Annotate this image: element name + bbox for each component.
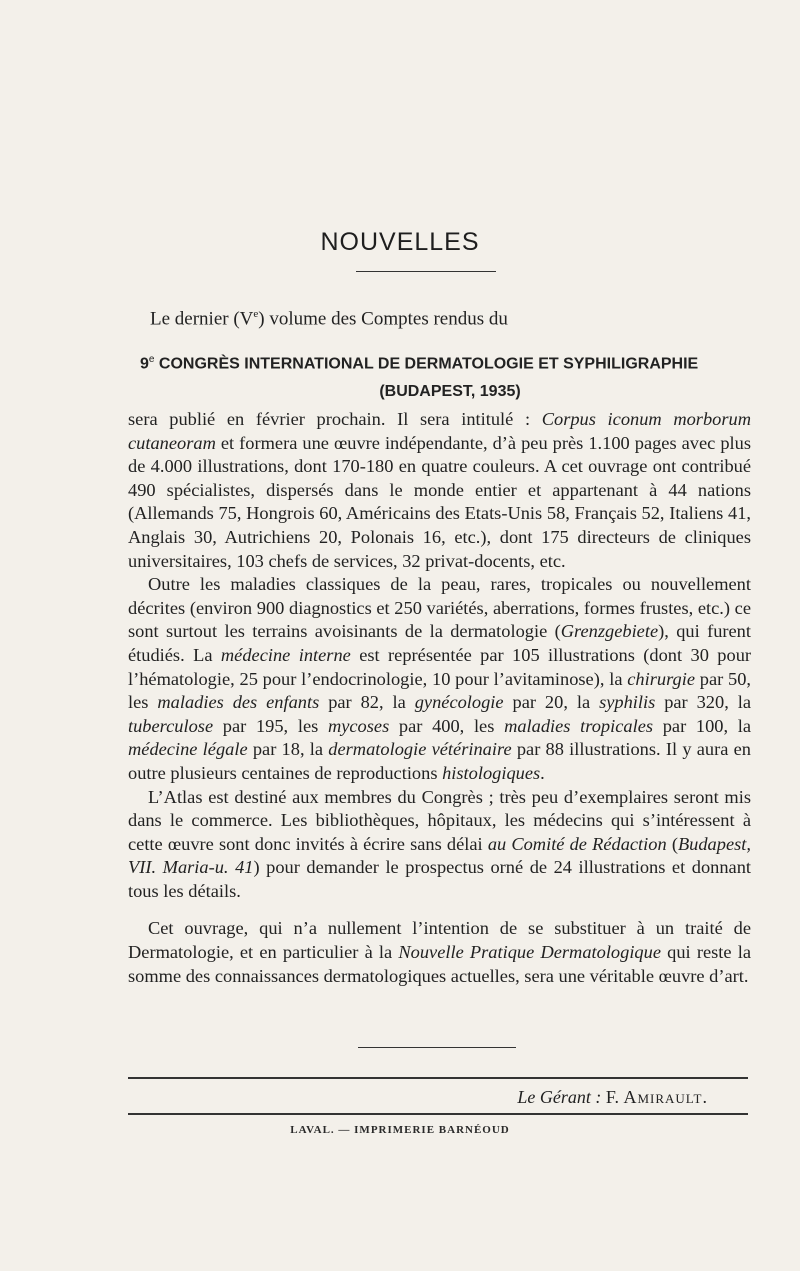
p2-t9: par 400, les (389, 715, 505, 736)
p1-italic-title: Corpus iconum morborum cutaneoram (128, 409, 751, 453)
gerant-label: Le Gérant : (517, 1087, 602, 1107)
intro-sup: e (253, 308, 259, 320)
p2-t10: par 100, la (653, 715, 752, 736)
congress-name: CONGRÈS INTERNATIONAL DE DERMATOLOGIE ET SYPHILIGRAPHIE (154, 355, 699, 373)
congress-line-1 (140, 346, 760, 378)
page-title: NOUVELLES (320, 228, 480, 256)
p3-i2: Budapest, VII. Maria-u. 41 (128, 833, 751, 878)
p3-i1: au Comité de Rédaction (487, 833, 667, 854)
p3-t2: ( (666, 833, 678, 854)
congress-number: 9 (140, 355, 149, 373)
p2-i2: médecine interne (220, 644, 351, 665)
p1-text-a: sera publié en février prochain. Il sera intitulé : (128, 409, 542, 429)
p2-i8: mycoses (327, 715, 390, 736)
p2-i11: dermatologie vétérinaire (328, 739, 512, 760)
p2-i5: gynécologie (414, 692, 504, 713)
closing-rule (358, 1047, 516, 1048)
p2-i9: maladies tropicales (504, 715, 654, 736)
congress-line-2: (BUDAPEST, 1935) (379, 383, 521, 401)
p2-t7: par 320, la (655, 692, 751, 713)
p2-t3: est représentée par 105 illustrations (dont 30 pour l’hématologie, 25 pour l’endocrinologie, 10 pour l’avitaminose), la (128, 644, 752, 689)
p2-i1: Grenzgebiete (560, 621, 659, 642)
p1-text-c: et formera une œuvre indépendante, d’à peu près 1.100 pages avec plus de 4.000 illustrations, dont 170-180 en quatre couleurs. A cet ouvrage ont contribué 490 spécialistes, dispersés dans le monde entier et appartenant à 44 nations (Allemands 75, Hongrois 60, Américains des Etats-Unis 58, Français 52, Italiens 41, Anglais 30, Autrichiens 20, Polonais 16, etc.), dont 175 directeurs de cliniques universitaires, 103 chefs de services, 32 privat-docents, etc. (128, 432, 751, 571)
intro-after: ) volume des Comptes rendus du (258, 308, 508, 330)
p2-i3: chirurgie (627, 668, 696, 689)
p3-t1: L’Atlas est destiné aux membres du Congrès ; très peu d’exemplaires seront mis dans le commerce. Les bibliothèques, hôpitaux, les médecins qui s’intéressent à cette œuvre sont donc invités à écrire sans délai (128, 786, 751, 854)
paragraph-3 (128, 786, 751, 904)
paragraph-1 (128, 408, 751, 573)
p2-t6: par 20, la (503, 692, 600, 713)
printer-imprint: LAVAL. — IMPRIMERIE BARNÉOUD (290, 1124, 510, 1136)
p4-i1: Nouvelle Pratique Dermatologique (398, 942, 661, 963)
p2-t2: ), qui furent étudiés. La (128, 621, 751, 665)
footer-rule-top (128, 1077, 748, 1079)
p2-t4: par 50, les (128, 668, 752, 713)
p2-t12: par 88 illustrations. Il y aura en outre plusieurs centaines de reproductions (128, 739, 751, 783)
footer-rule-bottom (128, 1113, 748, 1115)
article-body (128, 408, 751, 988)
p2-i12: histologiques (442, 762, 541, 783)
p3-t3: ) pour demander le prospectus orné de 24 illustrations et donnant tous les détails. (128, 857, 752, 901)
congress-title (140, 346, 760, 406)
paragraph-2 (128, 573, 751, 785)
p2-i7: tuberculose (128, 715, 214, 736)
gerant-name: Amirault. (623, 1087, 708, 1107)
p2-i4: maladies des enfants (157, 692, 320, 713)
p2-t13: . (540, 762, 545, 783)
intro-before: Le dernier (V (150, 308, 254, 330)
intro-line (150, 300, 508, 333)
congress-sup: e (148, 354, 155, 365)
p4-t1: Cet ouvrage, qui n’a nullement l’intention de se substituer à un traité de Dermatologie, et en particulier à la (128, 918, 751, 963)
p4-t2: qui reste la somme des connaissances dermatologiques actuelles, sera une véritable œuvre d’art. (128, 942, 752, 986)
gerant-initial: F. (605, 1087, 619, 1107)
paragraph-4 (128, 917, 751, 988)
title-underline (356, 271, 496, 272)
p2-i10: médecine légale (128, 739, 248, 760)
p2-t1: Outre les maladies classiques de la peau, rares, tropicales ou nouvellement décrites (environ 900 diagnostics et 250 variétés, aberrations, formes frustes, etc.) ce sont surtout les terrains avoisinants de la dermatologie ( (128, 574, 751, 642)
gerant-signature (517, 1087, 708, 1108)
p2-i6: syphilis (599, 692, 656, 713)
p2-t8: par 195, les (213, 715, 328, 736)
p2-t5: par 82, la (319, 692, 415, 713)
p2-t11: par 18, la (247, 739, 329, 760)
